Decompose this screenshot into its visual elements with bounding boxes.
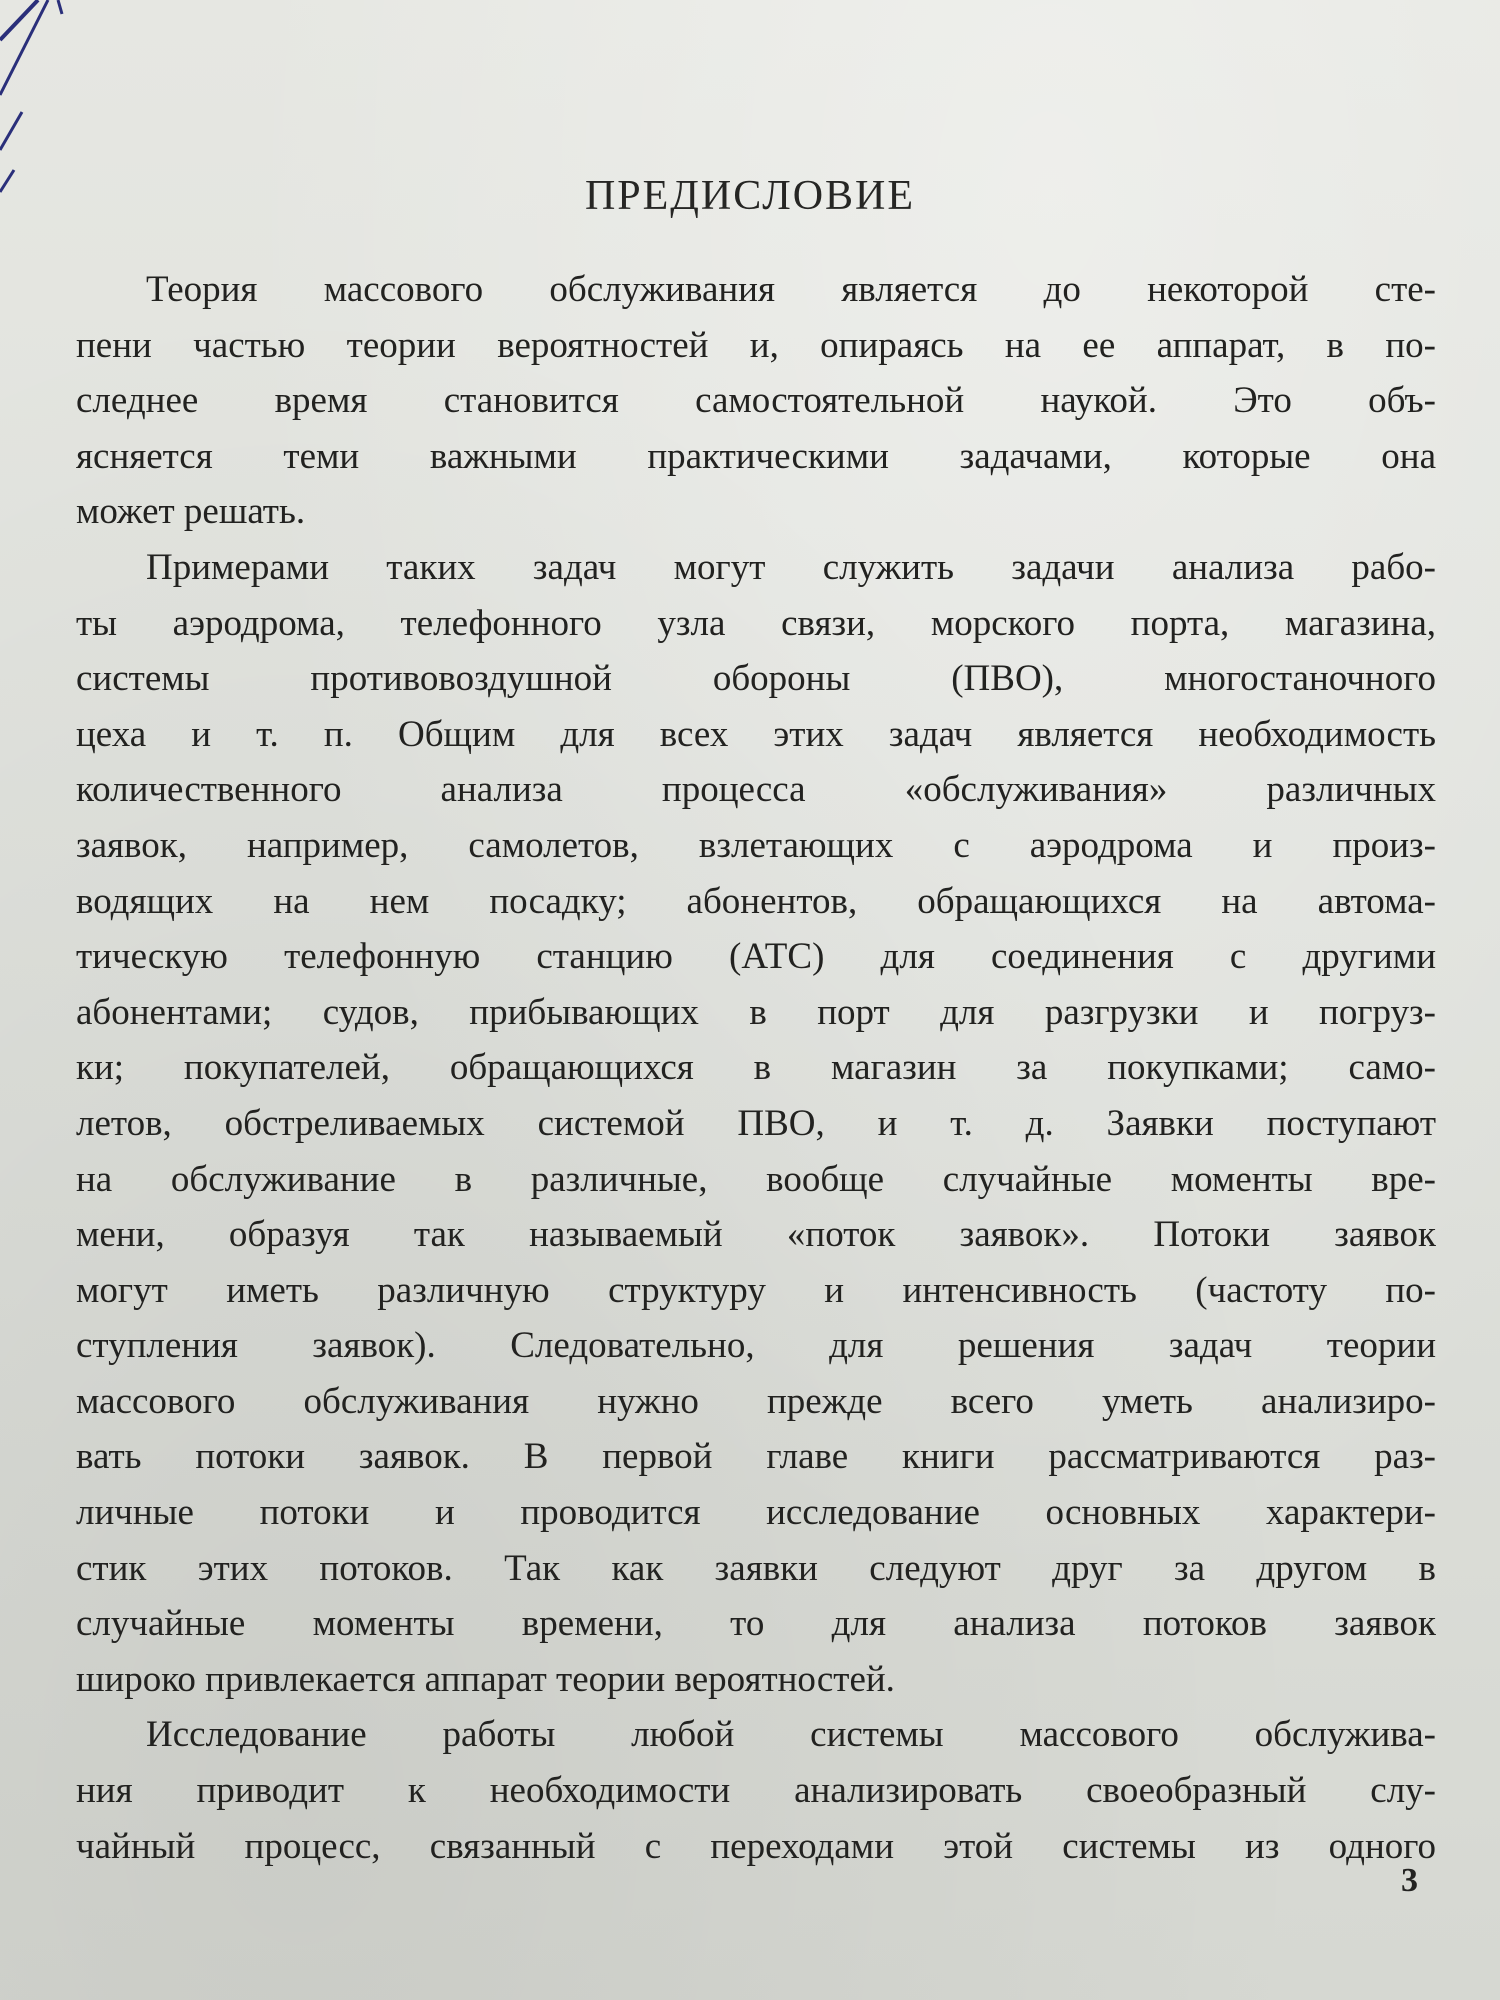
text-line: ступления заявок). Следовательно, для решения задач теории [76,1325,1436,1367]
page-number: 3 [1401,1862,1418,1899]
text-line: массового обслуживания нужно прежде всего уметь анализиро- [76,1380,1436,1422]
text-line: тическую телефонную станцию (АТС) для соединения с другими [76,936,1436,978]
text-line: чайный процесс, связанный с переходами этой системы из одного [76,1825,1436,1867]
text-line: могут иметь различную структуру и интенсивность (частоту по- [76,1269,1436,1311]
text-line: заявок, например, самолетов, взлетающих с аэродрома и произ- [76,824,1436,866]
text-line: цеха и т. п. Общим для всех этих задач является необходимость [76,713,1436,755]
text-line: пени частью теории вероятностей и, опираясь на ее аппарат, в по- [76,324,1436,366]
text-line: Примерами таких задач могут служить задачи анализа рабо- [146,546,1436,588]
text-line: абонентами; судов, прибывающих в порт для разгрузки и погруз- [76,991,1436,1033]
page-title: ПРЕДИСЛОВИЕ [584,173,916,219]
text-line: летов, обстреливаемых системой ПВО, и т. д. Заявки поступают [76,1102,1436,1144]
text-line: ты аэродрома, телефонного узла связи, морского порта, магазина, [76,602,1436,644]
text-line: ния приводит к необходимости анализировать своеобразный слу- [76,1770,1436,1812]
text-line: может решать. [76,491,306,533]
text-line: водящих на нем посадку; абонентов, обращающихся на автома- [76,880,1436,922]
text-line: Исследование работы любой системы массового обслужива- [146,1714,1436,1756]
text-line: широко привлекается аппарат теории вероятностей. [76,1658,895,1700]
text-line: Теория массового обслуживания является до некоторой сте- [146,269,1436,310]
text-line: системы противовоздушной обороны (ПВО), многостаночного [76,658,1436,700]
text-line: на обслуживание в различные, вообще случайные моменты вре- [76,1158,1436,1200]
body-text [76,262,1436,1874]
text-line: следнее время становится самостоятельной наукой. Это объ- [76,380,1436,422]
handwritten-mark [0,0,110,200]
text-line: стик этих потоков. Так как заявки следуют друг за другом в [76,1547,1436,1589]
text-line: случайные моменты времени, то для анализа потоков заявок [76,1603,1436,1645]
text-line: мени, образуя так называемый «поток заявок». Потоки заявок [76,1214,1436,1256]
text-line: количественного анализа процесса «обслуживания» различных [76,769,1436,811]
text-line: личные потоки и проводится исследование основных характери- [76,1492,1436,1534]
text-line: ки; покупателей, обращающихся в магазин за покупками; само- [76,1047,1436,1089]
text-line: вать потоки заявок. В первой главе книги рассматриваются раз- [76,1436,1436,1478]
text-line: ясняется теми важными практическими задачами, которые она [76,435,1436,477]
